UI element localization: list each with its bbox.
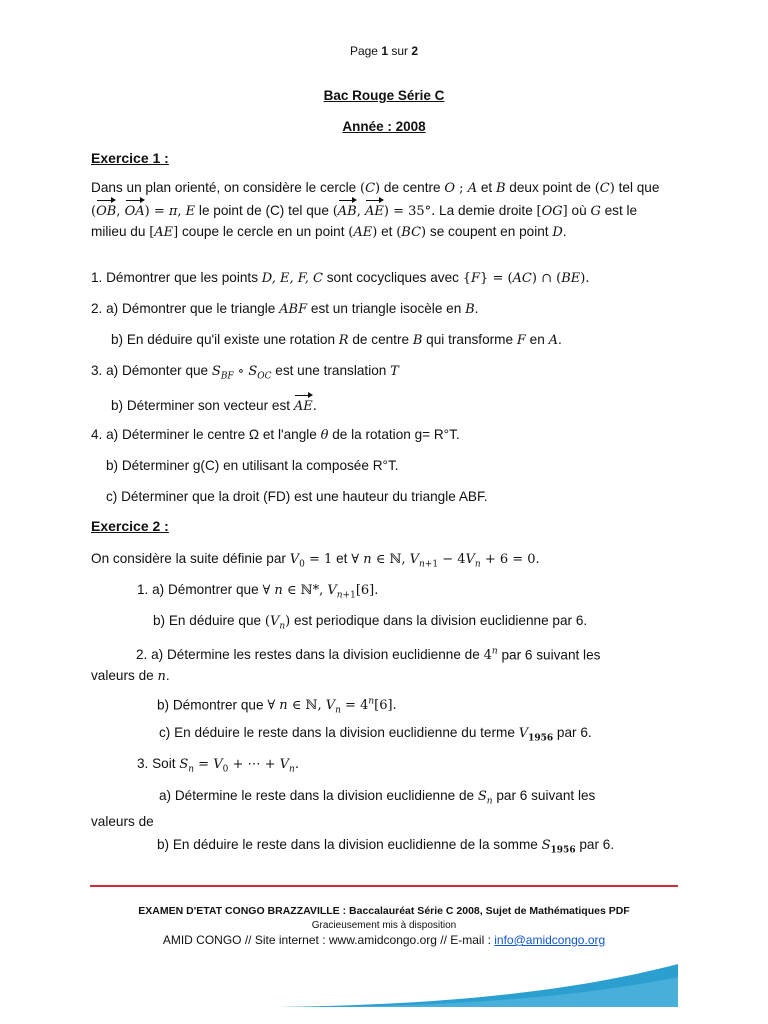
footer-wave-decoration (0, 955, 768, 1024)
exercise-2-intro: On considère la suite définie par $V_0 = 1$ et ∀ n ∈ ℕ, $V_{n+1} - 4V_n + 6 = 0$. (91, 551, 540, 570)
page-number: Page 1 sur 2 (349, 44, 419, 58)
exercise-2-question-3: 3. Soit $S_n = V_0$ + ⋯ + $V_n$. (137, 756, 299, 775)
exercise-1-title: Exercice 1 : (91, 150, 169, 166)
exercise-1-question-1: 1. Démontrer que les points D, E, F, C sont cocycliques avec {F} = (AC) ∩ (BE). (91, 270, 590, 286)
exercise-2-title: Exercice 2 : (91, 518, 169, 534)
exercise-1-intro: Dans un plan orienté, on considère le cercle (C) de centre O ; A et B deux point de (C) tel que (OB, OA) = π, E le point de (C) tel que (AB, AE) = 35°. La demie droite [OG] où G est le milieu du [AE] coupe le cercle en un point (AE) et (BC) se coupent en point D. (91, 180, 660, 240)
footer-divider (90, 885, 678, 887)
exercise-2-question-1a: 1. a) Démontrer que ∀ n ∈ ℕ*, $V_{n+1}[6]$. (137, 582, 379, 601)
exercise-1-question-3b: b) Déterminer son vecteur est AE. (111, 394, 681, 417)
footer-credit: Gracieusement mis à disposition (311, 920, 457, 931)
document-year: Année : 2008 (342, 119, 426, 134)
footer-contact: AMID CONGO // Site internet : www.amidcongo.org // E-mail : info@amidcongo.org (162, 933, 606, 947)
exercise-2-question-1b: b) En déduire que $(V_n)$ est periodique dans la division euclidienne par 6. (153, 613, 588, 632)
footer-exam-title: EXAMEN D'ETAT CONGO BRAZZAVILLE : Baccalauréat Série C 2008, Sujet de Mathématiques PDF (138, 905, 630, 917)
exercise-2-question-3a: a) Détermine le reste dans la division euclidienne de $S_n$ par 6 suivant les valeurs de (91, 788, 596, 829)
exercise-1-question-4a: 4. a) Déterminer le centre Ω et l'angle θ de la rotation g= R°T. (91, 427, 460, 443)
exercise-1-question-4b: b) Déterminer g(C) en utilisant la composée R°T. (106, 458, 399, 473)
exercise-2-question-2c: c) En déduire le reste dans la division euclidienne du terme $V_{1956}$ par 6. (159, 725, 592, 744)
exercise-1-question-2a: 2. a) Démontrer que le triangle ABF est un triangle isocèle en B. (91, 301, 479, 317)
exercise-1-question-3a: 3. a) Démonter que $S_{BF}$ ∘ $S_{OC}$ est une translation T (91, 363, 399, 382)
email-link[interactable]: info@amidcongo.org (494, 933, 606, 947)
exercise-1-question-2b: b) En déduire qu'il existe une rotation R de centre B qui transforme F en A. (111, 332, 562, 348)
document-title: Bac Rouge Série C (323, 88, 445, 103)
exercise-2-question-2a: 2. a) Détermine les restes dans la division euclidienne de 4$^n$ par 6 suivant les valeurs de n. (91, 647, 601, 685)
exercise-2-question-3b: b) En déduire le reste dans la division euclidienne de la somme $S_{1956}$ par 6. (157, 837, 615, 856)
exercise-1-question-4c: c) Déterminer que la droit (FD) est une hauteur du triangle ABF. (106, 489, 488, 504)
exercise-2-question-2b: b) Démontrer que ∀ n ∈ ℕ, $V_n = 4^n[6]$. (157, 697, 397, 716)
